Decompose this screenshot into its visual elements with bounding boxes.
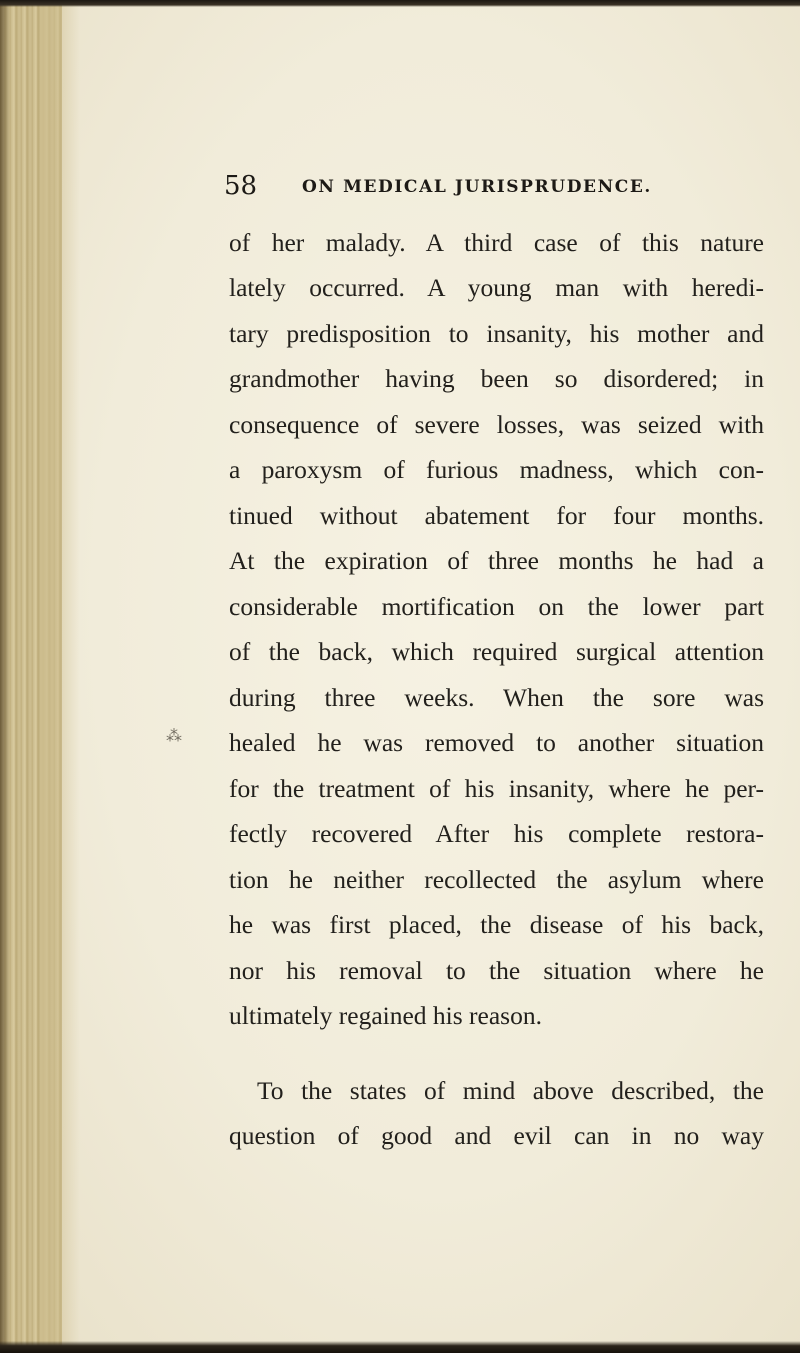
text-line: of her malady. A third case of this nature	[229, 228, 764, 257]
text-line: healed he was removed to another situation	[229, 728, 764, 757]
text-line: tion he neither recollected the asylum where	[229, 865, 764, 894]
running-head-title: ON MEDICAL JURISPRUDENCE.	[302, 177, 652, 197]
text-line: a paroxysm of furious madness, which con-	[229, 455, 764, 484]
text-line: of the back, which required surgical attention	[229, 637, 764, 666]
text-line: he was first placed, the disease of his back,	[229, 910, 764, 939]
text-line: considerable mortification on the lower part	[229, 592, 764, 621]
text-line: lately occurred. A young man with heredi-	[229, 273, 764, 302]
text-line: tary predisposition to insanity, his mother and	[229, 319, 764, 348]
text-line: fectly recovered After his complete restora-	[229, 819, 764, 848]
text-line: during three weeks. When the sore was	[229, 683, 764, 712]
text-line: question of good and evil can in no way	[229, 1121, 764, 1150]
ink-speck: ⁂	[166, 726, 182, 745]
text-line: nor his removal to the situation where he	[229, 956, 764, 985]
text-line: ultimately regained his reason.	[229, 1001, 542, 1030]
page-number: 58	[224, 171, 258, 201]
text-line: consequence of severe losses, was seized with	[229, 410, 764, 439]
text-line: At the expiration of three months he had a	[229, 546, 764, 575]
text-line: To the states of mind above described, the	[257, 1076, 764, 1105]
text-line: for the treatment of his insanity, where he per-	[229, 774, 764, 803]
text-line: tinued without abatement for four months.	[229, 501, 764, 530]
text-line: grandmother having been so disordered; in	[229, 364, 764, 393]
